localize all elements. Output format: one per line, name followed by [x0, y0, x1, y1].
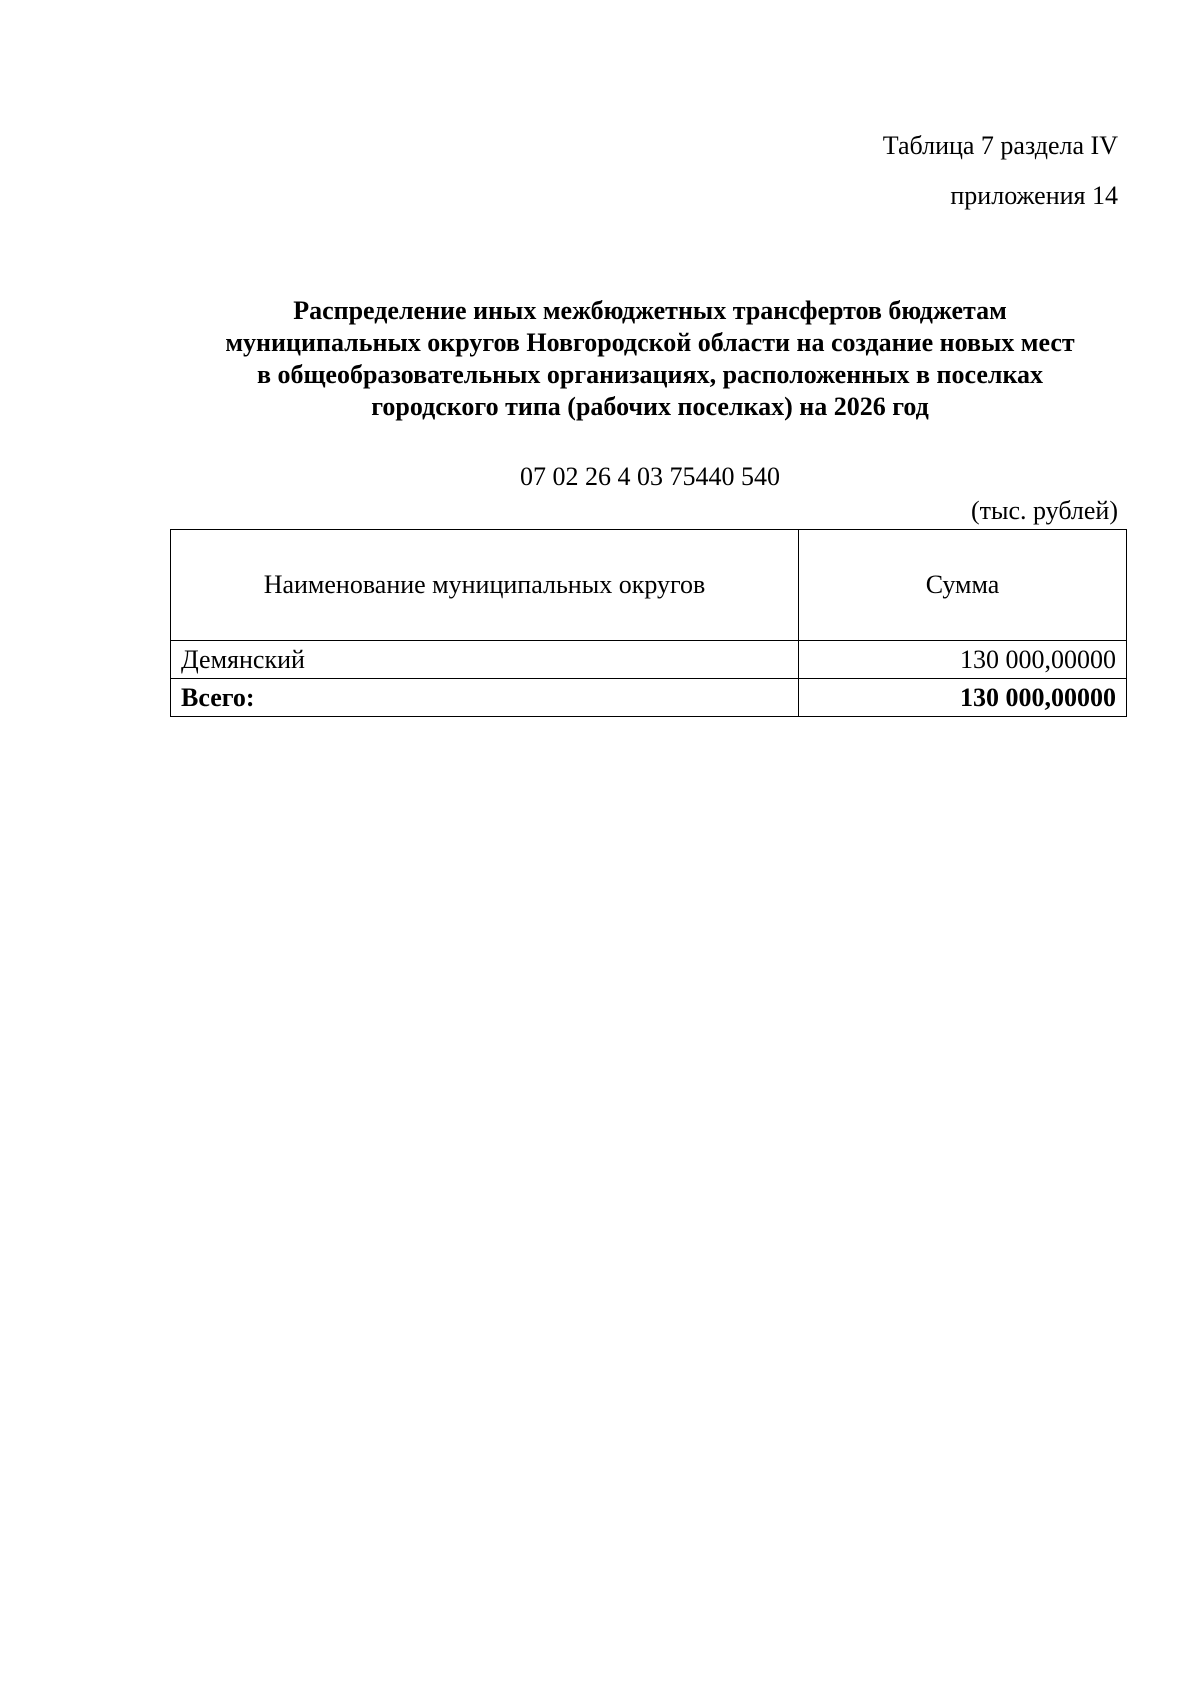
document-title-line: городского типа (рабочих поселках) на 2026 год: [371, 392, 929, 421]
district-name-cell: Демянский: [171, 641, 799, 679]
total-amount-cell: 130 000,00000: [799, 679, 1127, 717]
total-label-cell: Всего:: [171, 679, 799, 717]
table-reference: Таблица 7 раздела IV: [882, 131, 1118, 160]
document-title-line: в общеобразовательных организациях, расположенных в поселках: [256, 360, 1044, 389]
column-header-district: Наименование муниципальных округов: [171, 530, 799, 641]
column-header-amount: Сумма: [799, 530, 1127, 641]
units-label: (тыс. рублей): [970, 496, 1118, 525]
table-header-row: [171, 530, 1127, 641]
document-title-line: муниципальных округов Новгородской области на создание новых мест: [225, 328, 1075, 357]
distribution-table: [170, 529, 1127, 717]
document-title-line: Распределение иных межбюджетных трансфертов бюджетам: [293, 296, 1007, 325]
document-title: [170, 295, 1130, 423]
appendix-reference: приложения 14: [950, 181, 1118, 210]
budget-classification-code: 07 02 26 4 03 75440 540: [520, 462, 780, 491]
table-row: [171, 641, 1127, 679]
total-row: [171, 679, 1127, 717]
amount-cell: 130 000,00000: [799, 641, 1127, 679]
